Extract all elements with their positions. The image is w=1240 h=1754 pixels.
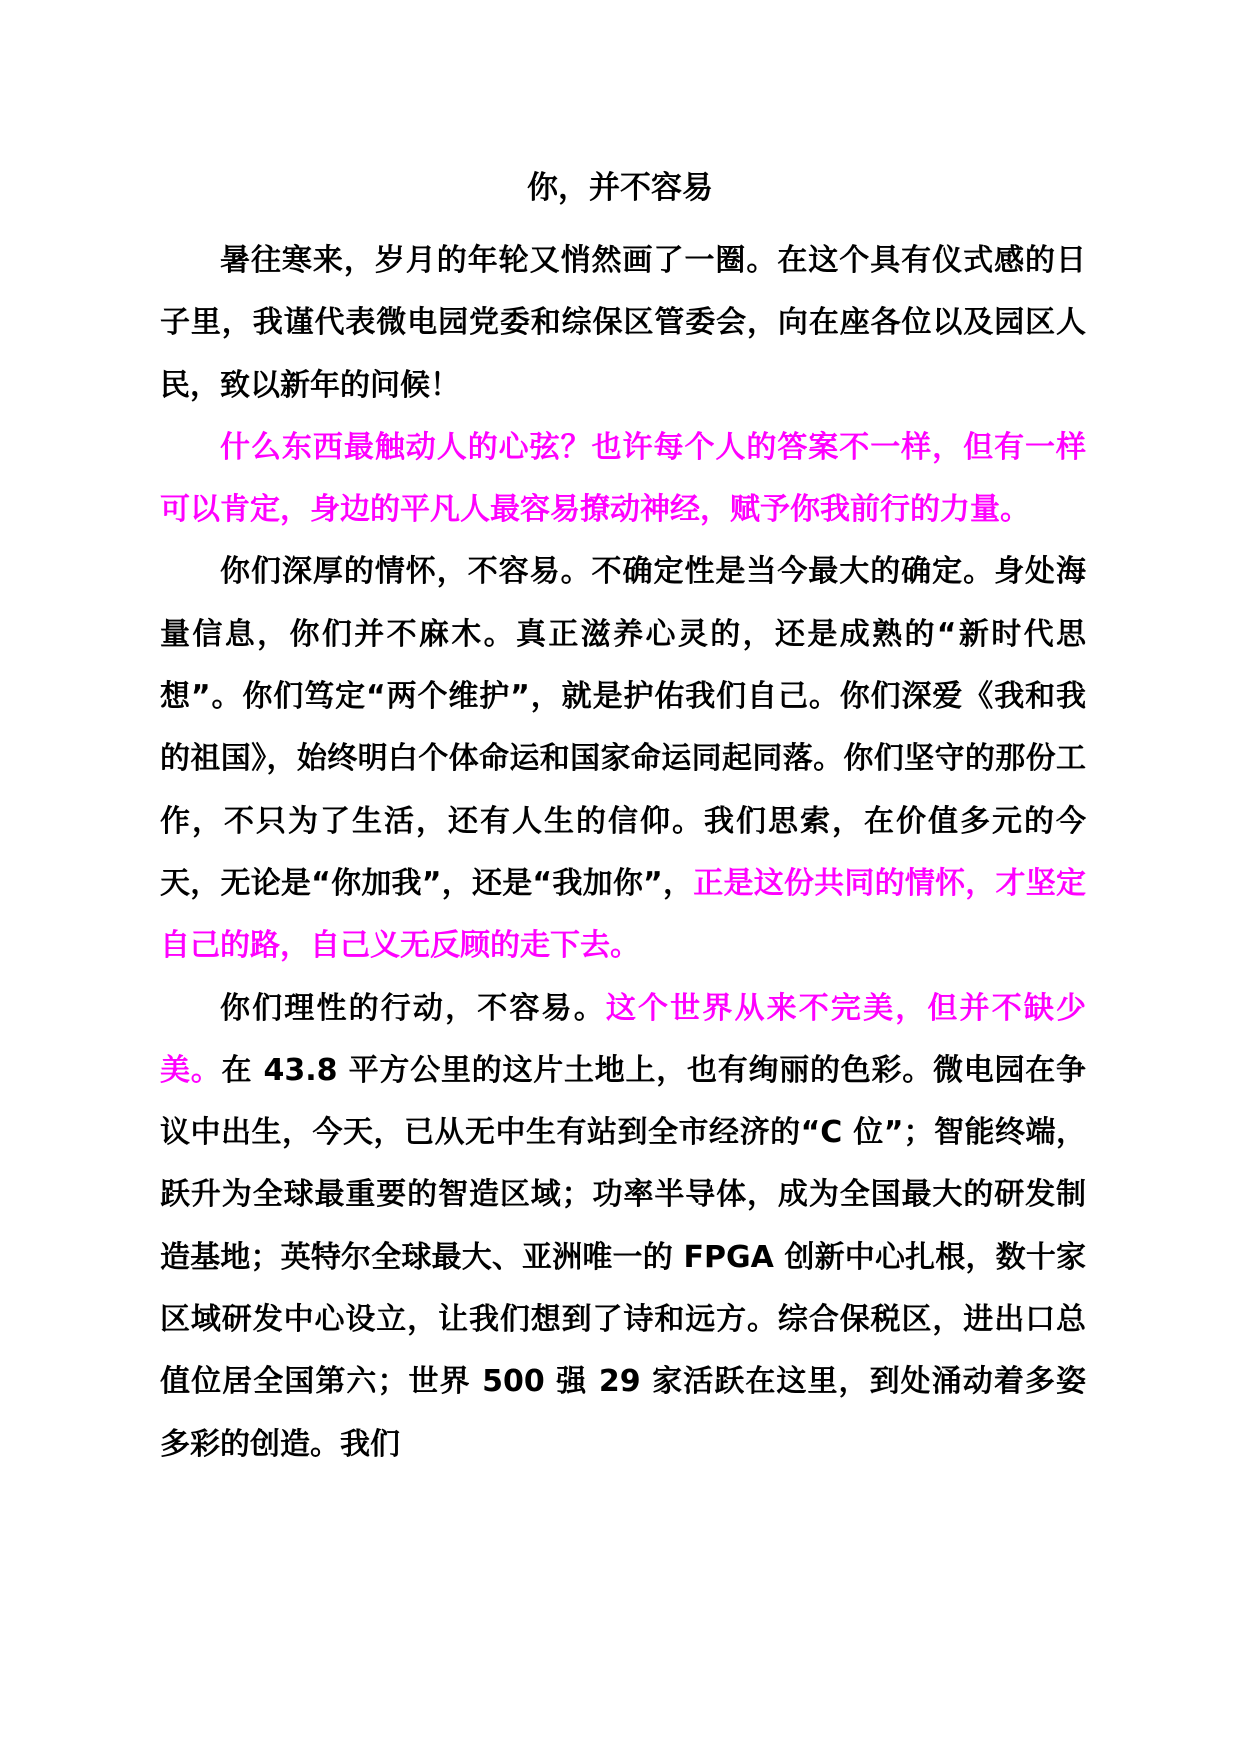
paragraph-actions: [160, 978, 1086, 1476]
highlighted-text-run: 正是这份共同的情怀，才坚定自己的路，自己义无反顾的走下去。: [160, 865, 1086, 964]
paragraph-heartstrings: [160, 417, 1086, 542]
paragraph-feelings: [160, 541, 1086, 977]
text-run: 你们理性的行动，不容易。: [220, 990, 606, 1026]
highlighted-text-run: 这个世界从来不完美，但并不缺少美。: [160, 990, 1087, 1088]
document-title: 你，并不容易: [527, 170, 713, 206]
text-run: 你们深厚的情怀，不容易。不确定性是当今最大的确定。身处海量信息，你们并不麻木。真正滋养心灵的，还是成熟的“新时代思想”。你们笃定“两个维护”，就是护佑我们自己。你们深爱《我和我的祖国》，始终明白个体命运和国家命运同起同落。你们坚守的那份工作，不只为了生活，还有人生的信仰。我们思索，在价值多元的今天，无论是“你加我”，还是“我加你”，: [160, 554, 1086, 901]
paragraph-greeting: [160, 230, 1086, 417]
text-run: 在 43.8 平方公里的这片土地上，也有绚丽的色彩。微电园在争议中出生，今天，已从无中生有站到全市经济的“C 位”；智能终端，跃升为全球最重要的智造区域；功率半导体，成为全国最大的研发制造基地；英特尔全球最大、亚洲唯一的 FPGA 创新中心扎根，数十家区域研发中心设立，让我们想到了诗和远方。综合保税区，进出口总值位居全国第六；世界 500 强 29 家活跃在这里，到处涌动着多姿多彩的创造。我们: [160, 1052, 1086, 1462]
text-run: 暑往寒来，岁月的年轮又悄然画了一圈。在这个具有仪式感的日子里，我谨代表微电园党委和综保区管委会，向在座各位以及园区人民，致以新年的问候！: [160, 243, 1086, 403]
highlighted-text-run: 什么东西最触动人的心弦？也许每个人的答案不一样，但有一样可以肯定，身边的平凡人最容易撩动神经，赋予你我前行的力量。: [160, 429, 1086, 528]
document-body: [160, 230, 1086, 1476]
